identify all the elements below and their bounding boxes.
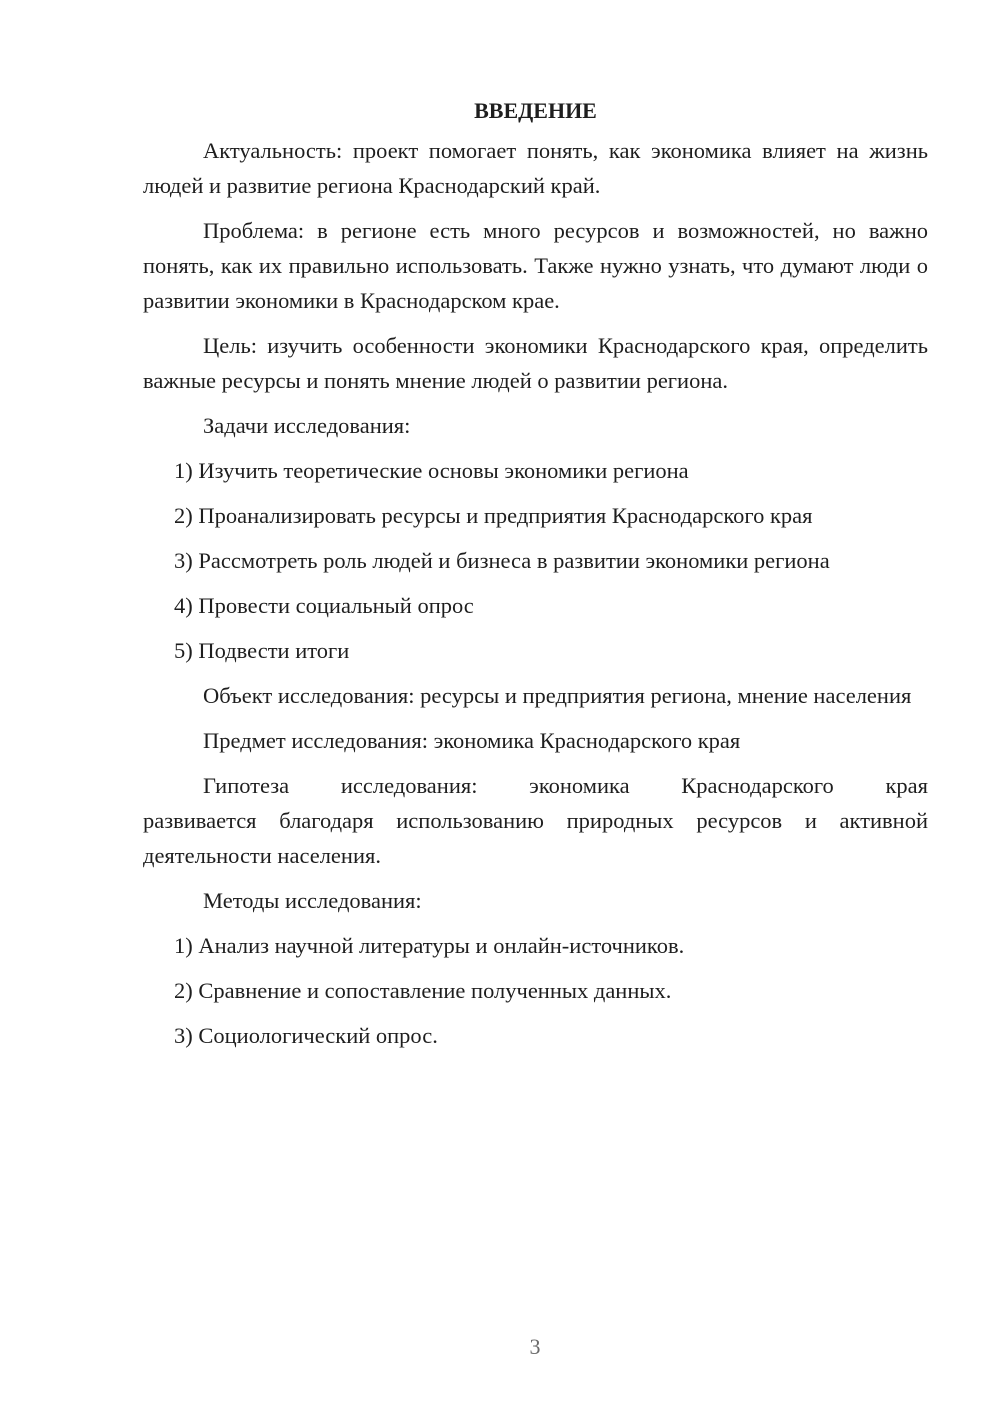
method-item-2: 2) Сравнение и сопоставление полученных данных. bbox=[174, 978, 672, 1003]
page-number: 3 bbox=[529, 1334, 541, 1359]
task-item-5: 5) Подвести итоги bbox=[174, 638, 350, 663]
task-item-3: 3) Рассмотреть роль людей и бизнеса в развитии экономики региона bbox=[174, 548, 830, 573]
task-item-4: 4) Провести социальный опрос bbox=[174, 593, 474, 618]
object-paragraph: Объект исследования: ресурсы и предприятия региона, мнение населения bbox=[203, 683, 912, 708]
tasks-heading: Задачи исследования: bbox=[203, 413, 411, 438]
hypothesis-continuation: развивается благодаря использованию природных ресурсов и активной деятельности населения. bbox=[143, 808, 928, 868]
methods-heading: Методы исследования: bbox=[203, 888, 422, 913]
hypothesis-paragraph bbox=[143, 768, 928, 873]
task-item-2: 2) Проанализировать ресурсы и предприятия Краснодарского края bbox=[174, 503, 813, 528]
method-item-3: 3) Социологический опрос. bbox=[174, 1023, 438, 1048]
subject-paragraph: Предмет исследования: экономика Краснодарского края bbox=[203, 728, 741, 753]
goal-paragraph: Цель: изучить особенности экономики Краснодарского края, определить важные ресурсы и понять мнение людей о развитии региона. bbox=[143, 333, 928, 393]
page-content bbox=[143, 95, 928, 1063]
problem-paragraph: Проблема: в регионе есть много ресурсов и возможностей, но важно понять, как их правильно использовать. Также нужно узнать, что думают люди о развитии экономики в Краснодарском крае. bbox=[143, 218, 928, 313]
hypothesis-first-line: Гипотеза исследования: экономика Краснодарского края bbox=[203, 773, 928, 798]
task-item-1: 1) Изучить теоретические основы экономики региона bbox=[174, 458, 689, 483]
page-title: ВВЕДЕНИЕ bbox=[474, 98, 597, 123]
relevance-paragraph: Актуальность: проект помогает понять, как экономика влияет на жизнь людей и развитие региона Краснодарский край. bbox=[143, 138, 928, 198]
method-item-1: 1) Анализ научной литературы и онлайн-источников. bbox=[174, 933, 685, 958]
